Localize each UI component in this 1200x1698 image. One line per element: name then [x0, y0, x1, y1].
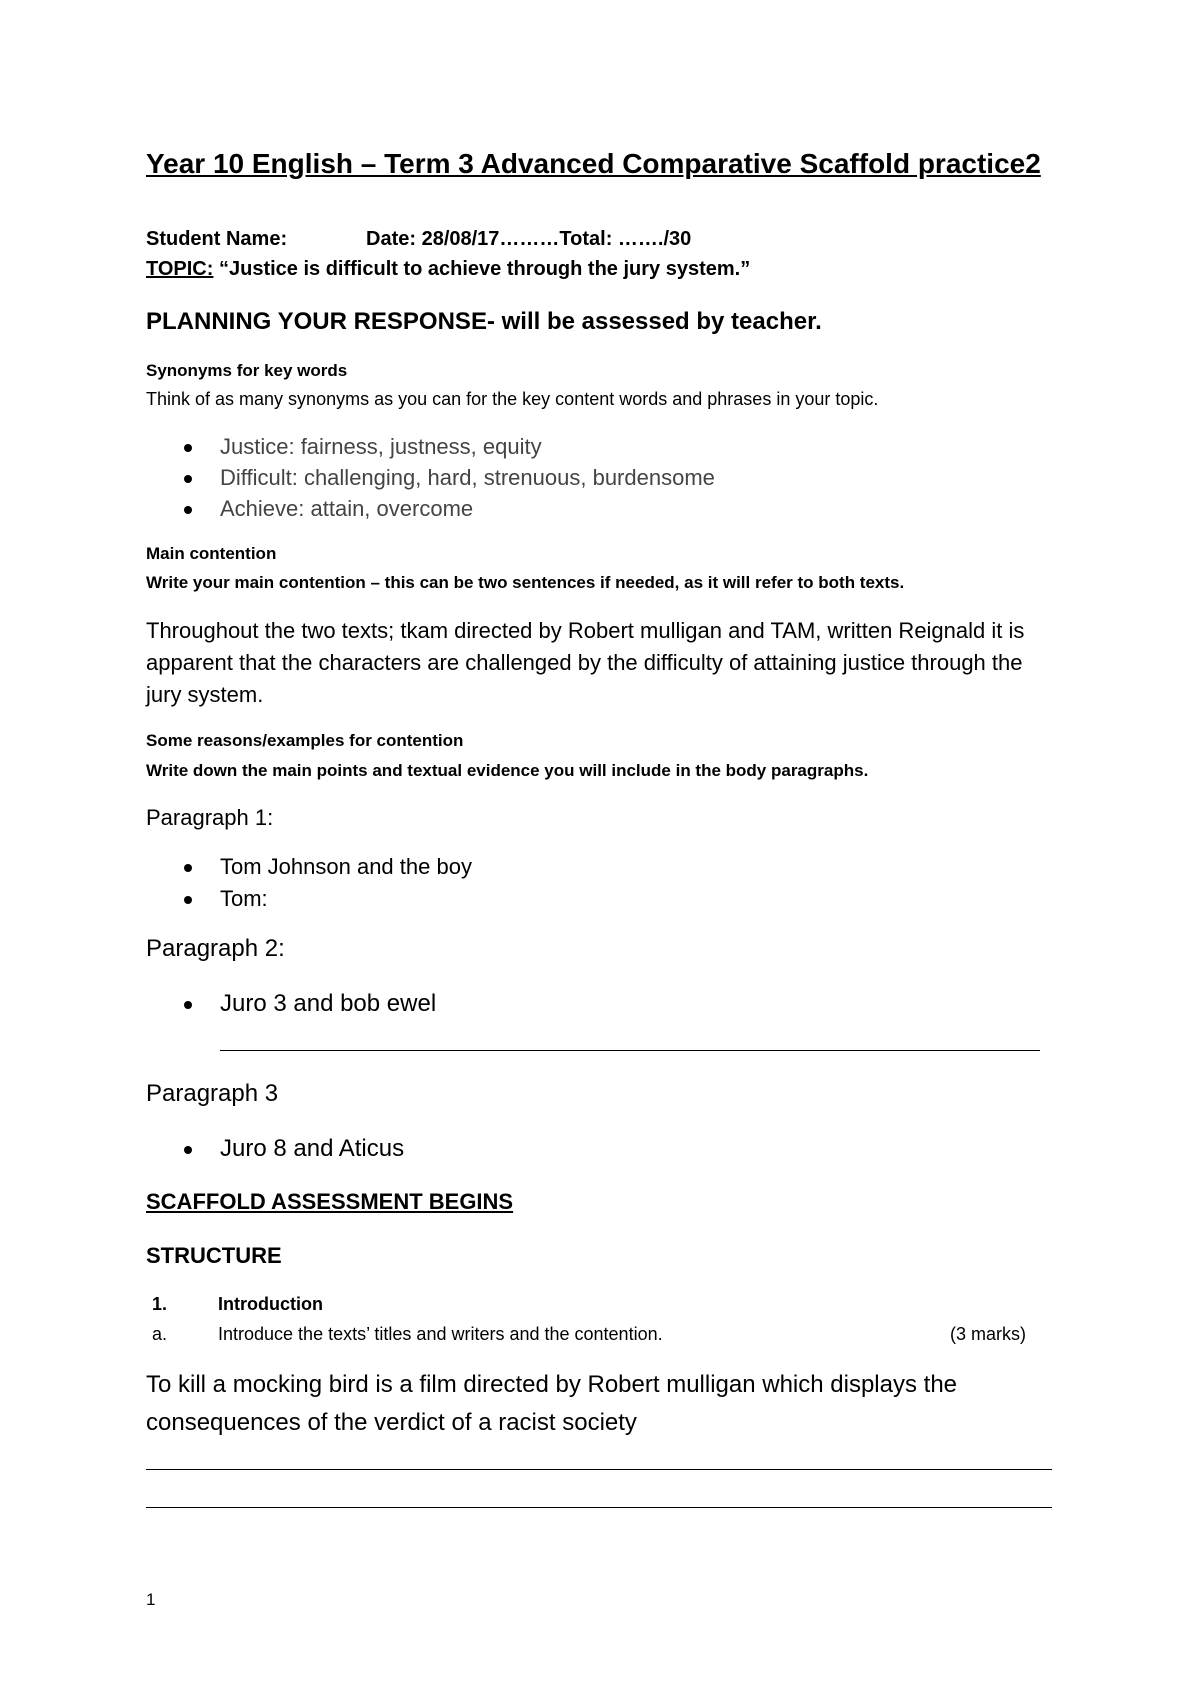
item1-label: Introduction	[218, 1294, 323, 1314]
answer-line	[146, 1507, 1052, 1508]
list-item: Tom:	[184, 883, 472, 915]
page-title: Year 10 English – Term 3 Advanced Comparative Scaffold practice2	[146, 148, 1041, 179]
scaffold-heading: SCAFFOLD ASSESSMENT BEGINS	[146, 1189, 514, 1214]
bullet-icon	[184, 1001, 192, 1009]
answer-line	[220, 1050, 1040, 1051]
list-item: Justice: fairness, justness, equity	[184, 431, 715, 462]
reasons-instruction: Write down the main points and textual evidence you will include in the body paragraphs.	[146, 761, 869, 780]
synonyms-instruction: Think of as many synonyms as you can for the key content words and phrases in your topic.	[146, 389, 879, 409]
topic-label: TOPIC:	[146, 258, 214, 280]
paragraph1-label: Paragraph 1:	[146, 805, 274, 830]
list-item: Difficult: challenging, hard, strenuous, burdensome	[184, 462, 715, 493]
topic-line	[146, 258, 750, 281]
paragraph3-label: Paragraph 3	[146, 1080, 279, 1107]
contention-answer: Throughout the two texts; tkam directed by Robert mulligan and TAM, written Reignald it is apparent that the characters are challenged by the difficulty of attaining justice through the jury system.	[146, 618, 1025, 707]
answer-line	[146, 1469, 1052, 1470]
paragraph2-points	[184, 987, 436, 1021]
synonyms-list	[184, 431, 715, 524]
planning-heading: PLANNING YOUR RESPONSE- will be assessed by teacher.	[146, 308, 822, 335]
item1a-letter: a.	[152, 1324, 168, 1344]
list-item: Juro 8 and Aticus	[184, 1132, 404, 1166]
introduction-answer: To kill a mocking bird is a film directed by Robert mulligan which displays the consequences of the verdict of a racist society	[146, 1371, 958, 1436]
contention-instruction: Write your main contention – this can be two sentences if needed, as it will refer to both texts.	[146, 573, 905, 592]
item1-number: 1.	[152, 1294, 168, 1314]
paragraph1-points	[184, 851, 472, 915]
bullet-icon	[184, 444, 192, 452]
item1a-marks: (3 marks)	[950, 1324, 1026, 1344]
student-name-label: Student Name:	[146, 228, 288, 250]
bullet-icon	[184, 475, 192, 483]
reasons-heading: Some reasons/examples for contention	[146, 731, 464, 750]
structure-heading: STRUCTURE	[146, 1243, 282, 1268]
list-item: Tom Johnson and the boy	[184, 851, 472, 883]
item1a-text: Introduce the texts’ titles and writers and the contention.	[218, 1324, 663, 1344]
list-item: Juro 3 and bob ewel	[184, 987, 436, 1021]
page-number: 1	[146, 1590, 156, 1609]
paragraph3-points	[184, 1132, 404, 1166]
paragraph2-label: Paragraph 2:	[146, 935, 285, 962]
bullet-icon	[184, 864, 192, 872]
synonyms-heading: Synonyms for key words	[146, 361, 348, 380]
topic-text: “Justice is difficult to achieve through the jury system.”	[213, 258, 751, 280]
bullet-icon	[184, 506, 192, 514]
date-total-line: Date: 28/08/17………Total: ……./30	[366, 228, 692, 250]
list-item: Achieve: attain, overcome	[184, 493, 715, 524]
bullet-icon	[184, 1146, 192, 1154]
contention-heading: Main contention	[146, 544, 277, 563]
bullet-icon	[184, 896, 192, 904]
